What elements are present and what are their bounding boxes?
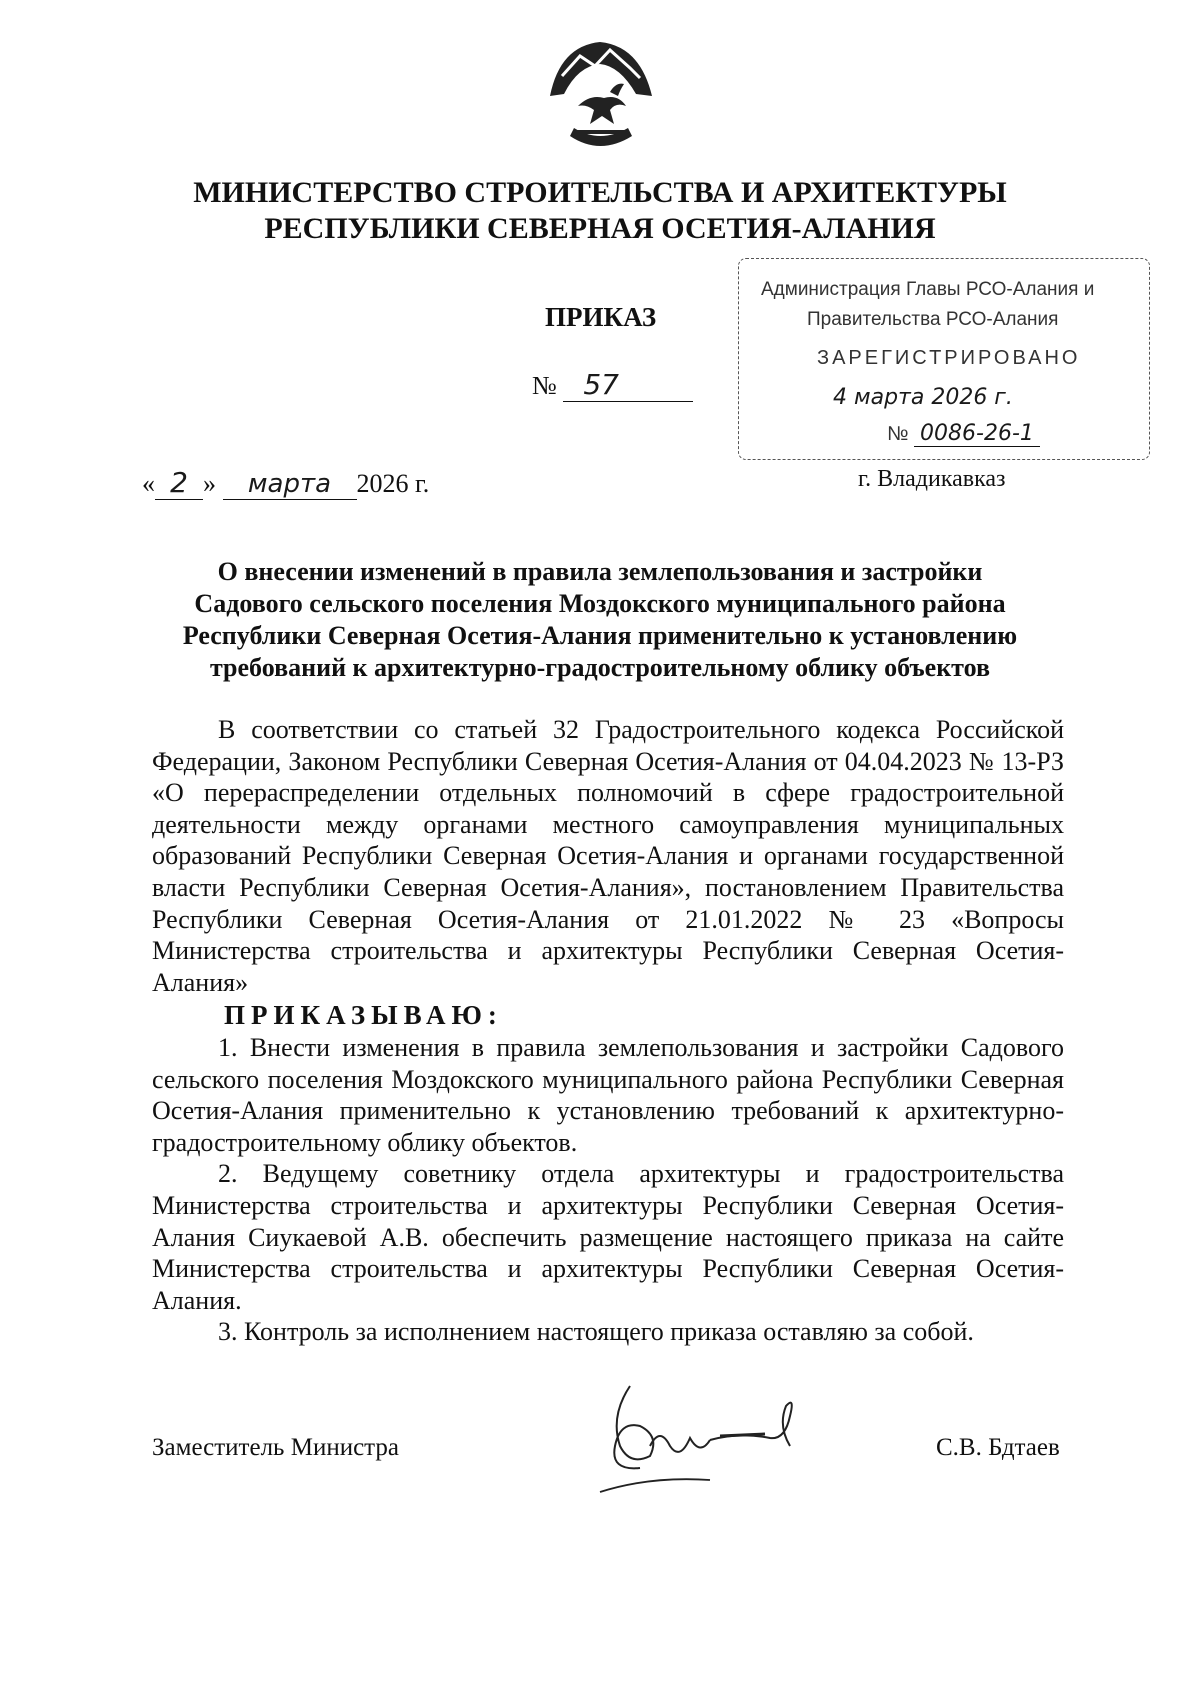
stamp-number-label: № — [887, 423, 909, 445]
registration-stamp — [738, 258, 1150, 460]
handwritten-signature — [590, 1376, 820, 1506]
signer-name: С.В. Бдтаев — [936, 1434, 1060, 1461]
stamp-registered: ЗАРЕГИСТРИРОВАНО — [817, 347, 1081, 369]
order-item-2: 2. Ведущему советнику отдела архитектуры и градостроительства Министерства строительства и архитектуры Республики Северная Осетия-Алания Сиукаевой А.В. обеспечить размещение настоящего приказа на сайте Министерства строительства и архитектуры Республики Северная Осетия-Алания. — [152, 1159, 1064, 1315]
subject-line: требований к архитектурно-градостроительному облику объектов — [209, 653, 991, 682]
preamble-text: В соответствии со статьей 32 Градостроительного кодекса Российской Федерации, Законом Республики Северная Осетия-Алания от 04.04.2023 № 13-РЗ «О перераспределении отдельных полномочий в сфере градостроительной деятельности между органами местного самоуправления муниципальных образований Республики Северная Осетия-Алания и органами государственной власти Республики Северная Осетия-Алания», постановлением Правительства Республики Северная Осетия-Алания от 21.01.2022 № 23 «Вопросы Министерства строительства и архитектуры Республики Северная Осетия-Алания» — [152, 715, 1064, 997]
order-title: ПРИКАЗ — [545, 302, 657, 332]
order-month: марта — [223, 469, 357, 500]
order-date — [142, 466, 429, 500]
date-open-quote: « — [142, 469, 155, 498]
preamble — [152, 714, 1064, 998]
order-number: 57 — [563, 368, 693, 402]
order-year: 2026 г. — [356, 469, 430, 498]
order-items — [152, 1032, 1064, 1348]
prikazyvayu-heading: ПРИКАЗЫВАЮ: — [224, 1000, 503, 1030]
stamp-number: 0086-26-1 — [914, 421, 1040, 447]
order-number-row — [532, 368, 693, 402]
signer-title: Заместитель Министра — [152, 1434, 399, 1461]
order-city: г. Владикавказ — [858, 466, 1006, 492]
order-day: 2 — [155, 466, 203, 500]
order-item-1: 1. Внести изменения в правила землепользования и застройки Садового сельского поселения Моздокского муниципального района Республики Северная Осетия-Алания применительно к установлению требований к архитектурно-градостроительному облику объектов. — [152, 1033, 1064, 1157]
order-number-label: № — [532, 371, 557, 400]
ministry-name-line2: РЕСПУБЛИКИ СЕВЕРНАЯ ОСЕТИЯ-АЛАНИЯ — [264, 212, 936, 245]
stamp-line2: Правительства РСО-Алания — [807, 309, 1059, 330]
subject-line: Садового сельского поселения Моздокского муниципального района — [194, 589, 1006, 618]
stamp-date: 4 марта 2026 г. — [833, 385, 1013, 410]
coat-of-arms-emblem — [540, 36, 660, 154]
subject-line: О внесении изменений в правила землепользования и застройки — [217, 557, 983, 586]
stamp-line1: Администрация Главы РСО-Алания и — [761, 279, 1095, 300]
date-close-quote: » — [203, 469, 216, 498]
order-subject — [150, 556, 1050, 684]
order-item-3: 3. Контроль за исполнением настоящего приказа оставляю за собой. — [218, 1317, 974, 1347]
ministry-name-line1: МИНИСТЕРСТВО СТРОИТЕЛЬСТВА И АРХИТЕКТУРЫ — [193, 176, 1007, 209]
subject-line: Республики Северная Осетия-Алания применительно к установлению — [182, 621, 1018, 650]
stamp-number-row — [887, 421, 1040, 447]
